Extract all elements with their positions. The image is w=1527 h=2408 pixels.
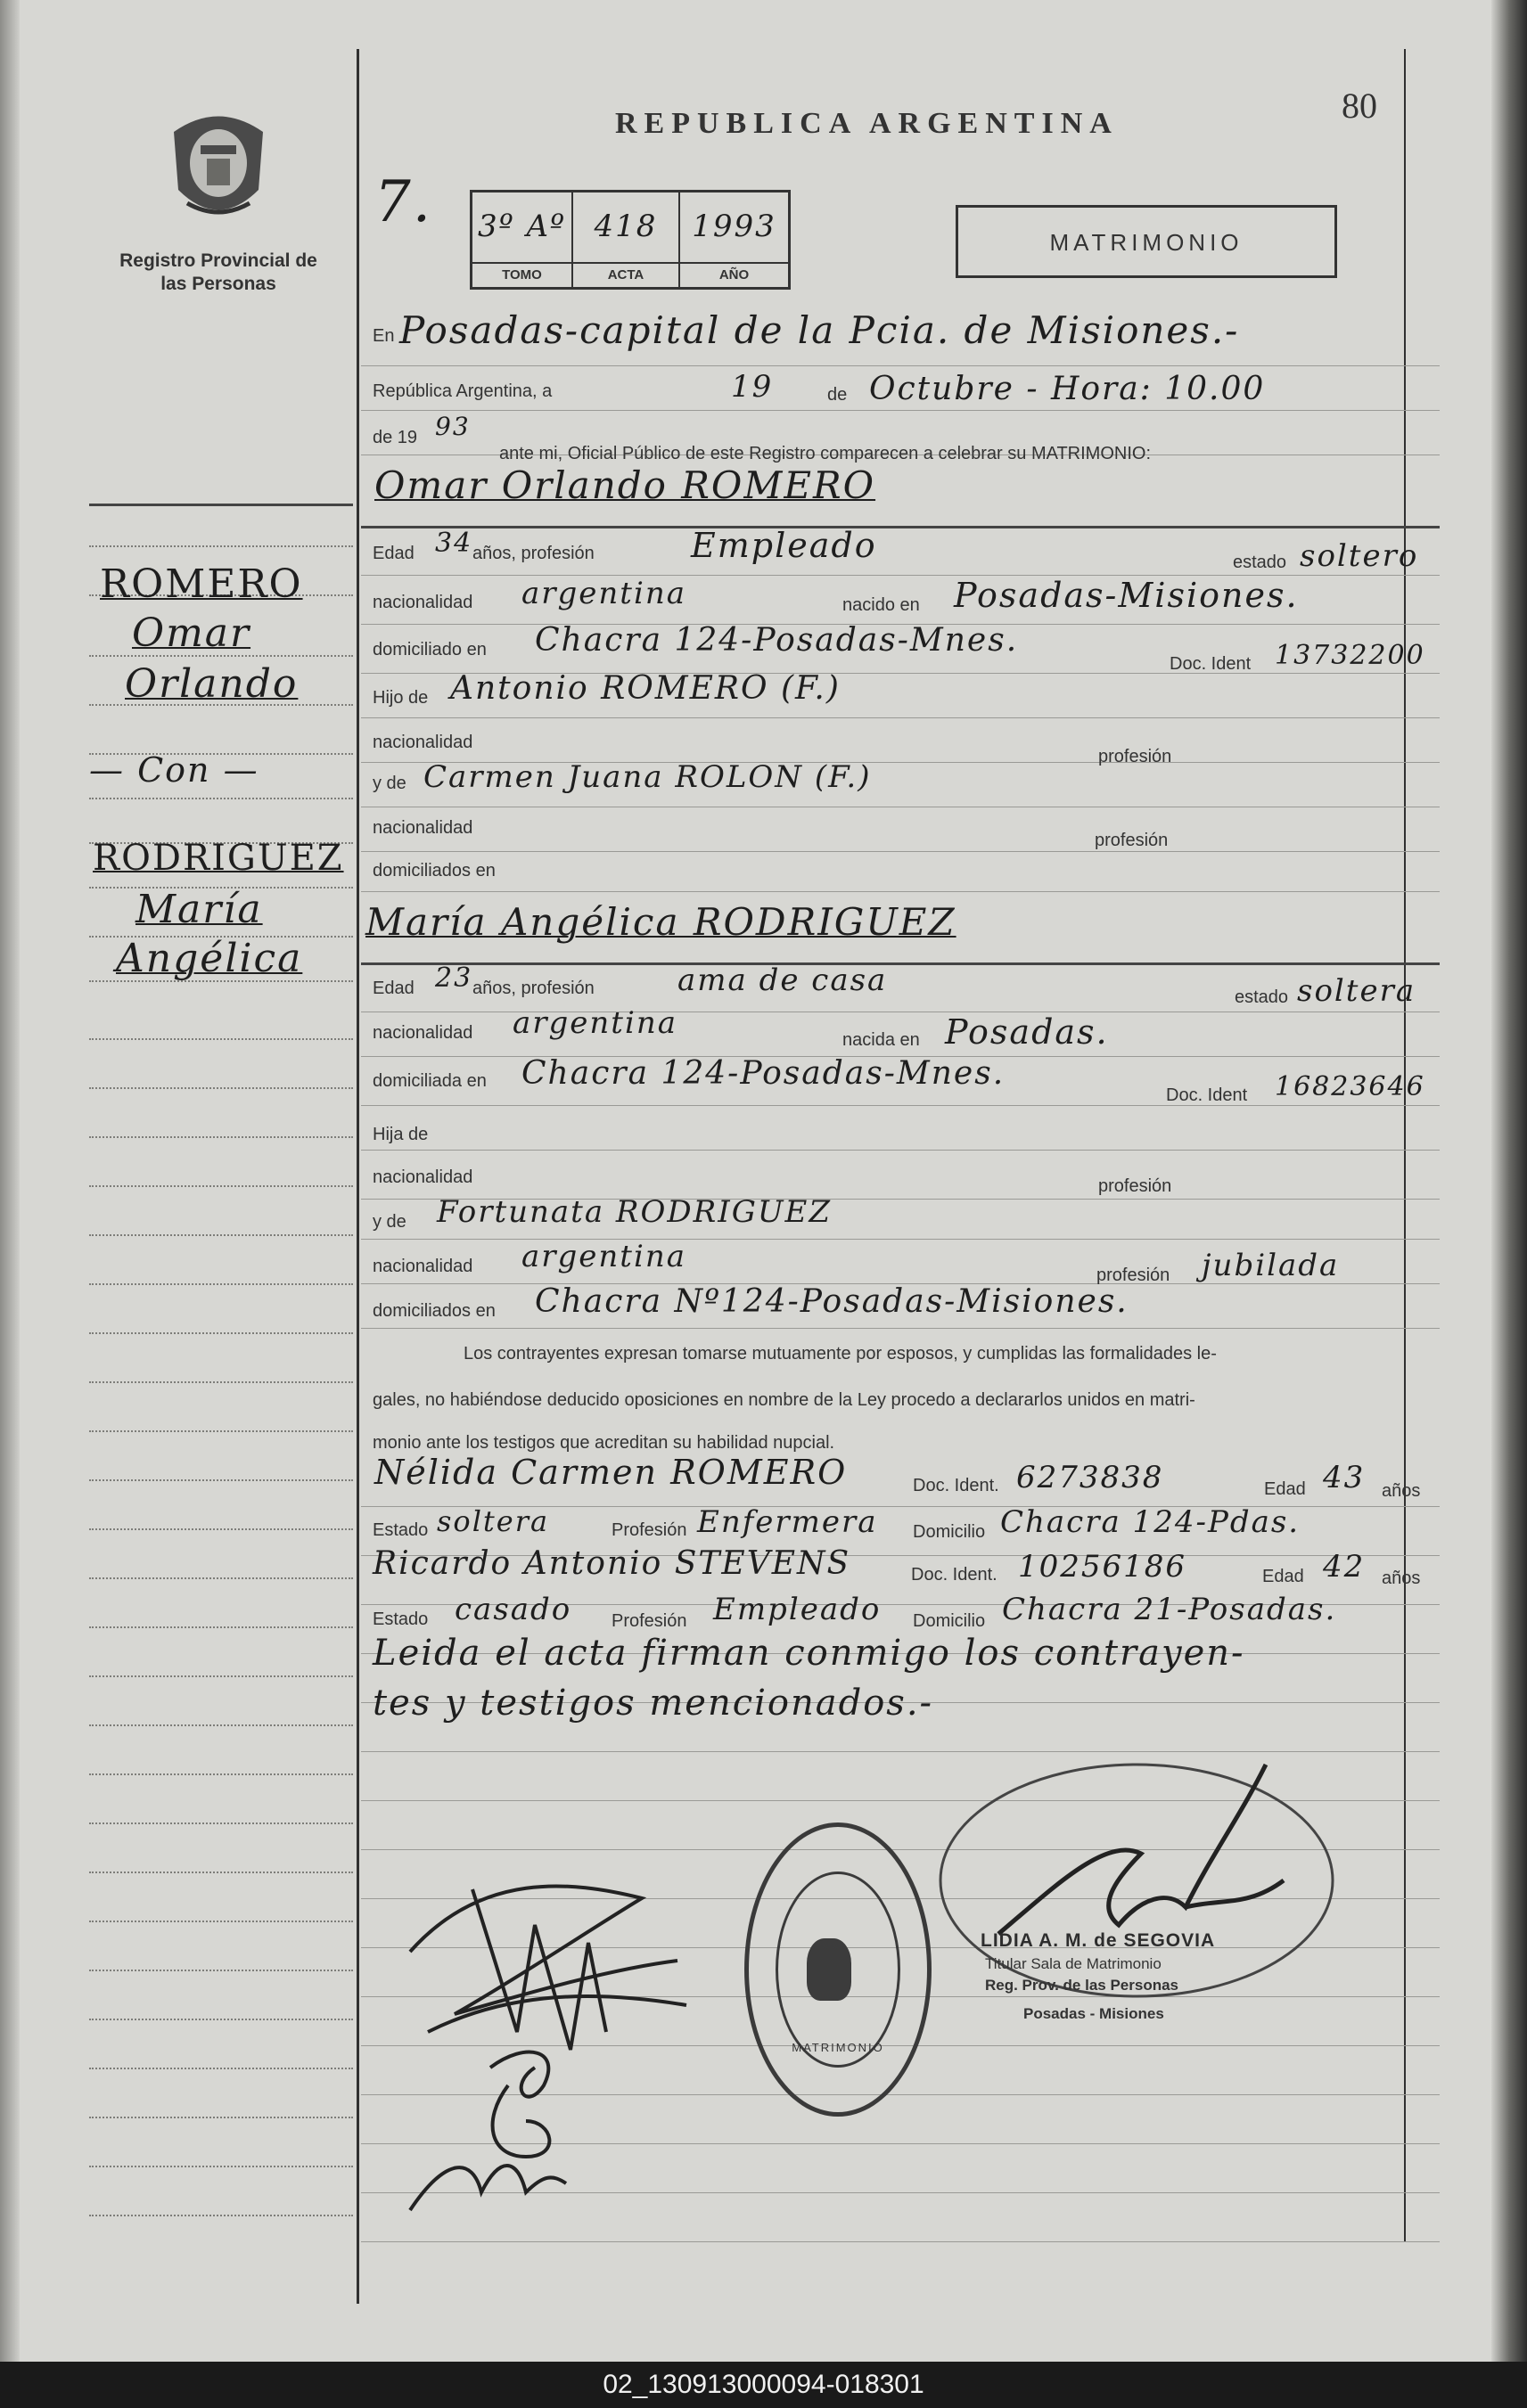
witness2-domicilio-label: Domicilio	[913, 1611, 986, 1631]
groom-hijo-label: Hijo de	[373, 688, 429, 708]
bride-full-name: María Angélica RODRIGUEZ	[365, 900, 956, 944]
de-label: de	[827, 385, 848, 405]
groom-nacido-label: nacido en	[842, 595, 920, 615]
groom-mother: Carmen Juana ROLON (F.)	[423, 759, 872, 795]
page-title: REPUBLICA ARGENTINA	[615, 107, 1119, 140]
witness1-doc-label: Doc. Ident.	[913, 1476, 999, 1495]
bride-doc-label: Doc. Ident	[1166, 1085, 1248, 1105]
witness1-marital-status: soltera	[437, 1504, 550, 1538]
official-seal	[744, 1822, 932, 2117]
groom-address: Chacra 124-Posadas-Mnes.	[535, 622, 1019, 659]
bride-birthplace: Posadas.	[945, 1012, 1109, 1052]
witness1-name: Nélida Carmen ROMERO	[374, 1453, 848, 1492]
witness2-profession: Empleado	[713, 1592, 882, 1627]
witness1-age: 43	[1323, 1460, 1366, 1495]
groom-profession: Empleado	[691, 526, 877, 565]
day-value: 19	[731, 369, 774, 405]
seal-text: MATRIMONIO	[792, 2041, 884, 2054]
bride-nationality: argentina	[513, 1005, 678, 1041]
year-suffix-value: 93	[435, 412, 471, 441]
scan-id-caption: 02_130913000094-018301	[603, 2370, 924, 2399]
bride-nac-label: nacionalidad	[373, 1023, 473, 1043]
tomo-label: TOMO	[472, 262, 571, 287]
republica-label: República Argentina, a	[373, 381, 553, 401]
witness2-edad-label: Edad	[1262, 1567, 1304, 1586]
groom-mother-nac-label: nacionalidad	[373, 818, 473, 838]
acta-value: 418	[594, 209, 658, 244]
bride-father-prof-label: profesión	[1098, 1176, 1172, 1196]
declaration-line3: monio ante los testigos que acreditan su habilidad nupcial.	[373, 1433, 835, 1453]
witness2-estado-label: Estado	[373, 1609, 429, 1629]
anio-cell	[680, 192, 788, 287]
witness1-estado-label: Estado	[373, 1520, 429, 1540]
coat-of-arms-icon	[160, 105, 276, 230]
witness2-age: 42	[1323, 1549, 1366, 1585]
anio-label: AÑO	[680, 262, 788, 287]
en-label: En	[373, 326, 395, 346]
margin-connector: — Con —	[89, 750, 259, 790]
registration-table	[470, 190, 791, 290]
acta-label: ACTA	[573, 262, 678, 287]
groom-marital-status: soltero	[1300, 538, 1419, 574]
closing-line1: Leida el acta firman conmigo los contrayen-	[373, 1633, 1245, 1674]
seal-emblem-icon	[807, 1938, 851, 2001]
intro-text: ante mi, Oficial Público de este Registro comparecen a celebrar su MATRIMONIO:	[499, 444, 1152, 463]
witness2-address: Chacra 21-Posadas.	[1002, 1592, 1337, 1627]
right-margin-line	[1404, 49, 1406, 2241]
bride-estado-label: estado	[1235, 987, 1289, 1007]
groom-full-name: Omar Orlando ROMERO	[374, 463, 876, 507]
groom-birthplace: Posadas-Misiones.	[954, 576, 1299, 615]
place-value: Posadas-capital de la Pcia. de Misiones.-	[399, 308, 1240, 352]
anio-value: 1993	[692, 209, 776, 244]
groom-edad-label: Edad	[373, 544, 415, 563]
groom-father-nac-label: nacionalidad	[373, 733, 473, 752]
bride-hija-label: Hija de	[373, 1125, 429, 1144]
groom-estado-label: estado	[1233, 553, 1287, 572]
signer-place: Posadas - Misiones	[1023, 2005, 1164, 2022]
witness2-marital-status: casado	[455, 1592, 572, 1627]
bride-doc-number: 16823646	[1275, 1071, 1425, 1102]
bride-mother: Fortunata RODRIGUEZ	[437, 1194, 832, 1230]
tomo-cell	[472, 192, 573, 287]
tomo-value: 3º Aº	[478, 209, 566, 244]
acta-cell	[573, 192, 680, 287]
document-type-box: MATRIMONIO	[956, 205, 1337, 278]
witness1-edad-label: Edad	[1264, 1479, 1306, 1499]
witness1-profession: Enfermera	[697, 1504, 878, 1540]
bride-age: 23	[435, 962, 473, 994]
declaration-line1: Los contrayentes expresan tomarse mutuamente por esposos, y cumplidas las formalidades le-	[464, 1344, 1217, 1364]
folio-mark: 7.	[374, 169, 433, 235]
margin-groom-given1: Omar	[132, 610, 251, 656]
groom-father-prof-label: profesión	[1098, 747, 1172, 766]
year-prefix-label: de 19	[373, 428, 418, 447]
witness1-anos-label: años	[1382, 1481, 1421, 1501]
groom-parents-dom-label: domiciliados en	[373, 861, 496, 880]
witness1-domicilio-label: Domicilio	[913, 1522, 986, 1542]
officer-signature	[927, 1747, 1346, 2014]
witness2-name: Ricardo Antonio STEVENS	[373, 1545, 851, 1582]
margin-bride-surname: RODRIGUEZ	[93, 838, 344, 879]
bride-mother-nationality: argentina	[521, 1239, 687, 1274]
margin-bride-given2: Angélica	[116, 936, 303, 981]
bride-profession: ama de casa	[677, 962, 888, 998]
signer-role: Titular Sala de Matrimonio	[985, 1955, 1162, 1972]
witness2-doc-label: Doc. Ident.	[911, 1565, 997, 1585]
groom-dom-label: domiciliado en	[373, 640, 487, 659]
closing-line2: tes y testigos mencionados.-	[373, 1683, 934, 1724]
bride-mother-profession: jubilada	[1202, 1248, 1340, 1283]
witness1-address: Chacra 124-Pdas.	[1000, 1504, 1301, 1540]
witness1-profesion-label: Profesión	[612, 1520, 687, 1540]
bride-anos-label: años, profesión	[472, 979, 595, 998]
bride-y-de-label: y de	[373, 1212, 406, 1232]
margin-divider	[357, 49, 359, 2304]
signer-office: Reg. Prov. de las Personas	[985, 1977, 1178, 1994]
contractants-signatures	[374, 1818, 722, 2246]
witness2-profesion-label: Profesión	[612, 1611, 687, 1631]
page-edge	[1491, 0, 1527, 2362]
signer-name: LIDIA A. M. de SEGOVIA	[981, 1930, 1216, 1951]
groom-y-de-label: y de	[373, 774, 406, 793]
groom-doc-label: Doc. Ident	[1170, 654, 1252, 674]
witness1-doc-number: 6273838	[1016, 1460, 1164, 1495]
page-number: 80	[1342, 86, 1377, 126]
groom-nationality: argentina	[521, 576, 687, 611]
bride-marital-status: soltera	[1297, 973, 1416, 1009]
groom-doc-number: 13732200	[1275, 640, 1425, 671]
groom-age: 34	[435, 528, 473, 559]
bride-mother-prof-label: profesión	[1096, 1265, 1170, 1285]
groom-mother-prof-label: profesión	[1095, 831, 1169, 850]
bride-parents-dom-label: domiciliados en	[373, 1301, 496, 1321]
declaration-line2: gales, no habiéndose deducido oposiciones en nombre de la Ley procedo a declararlos unidos en matri-	[373, 1390, 1195, 1410]
margin-groom-surname: ROMERO	[100, 561, 303, 607]
groom-anos-label: años, profesión	[472, 544, 595, 563]
bride-mother-nac-label: nacionalidad	[373, 1257, 473, 1276]
bride-parents-address: Chacra Nº124-Posadas-Misiones.	[535, 1283, 1129, 1320]
bride-nacida-label: nacida en	[842, 1030, 920, 1050]
organization-name: Registro Provincial de las Personas	[119, 250, 317, 294]
bride-father-nac-label: nacionalidad	[373, 1167, 473, 1187]
book-spine	[0, 0, 20, 2362]
witness2-doc-number: 10256186	[1018, 1549, 1187, 1585]
witness2-anos-label: años	[1382, 1568, 1421, 1588]
groom-father: Antonio ROMERO (F.)	[450, 670, 841, 707]
bride-edad-label: Edad	[373, 979, 415, 998]
month-time-value: Octubre - Hora: 10.00	[869, 371, 1266, 407]
bride-address: Chacra 124-Posadas-Mnes.	[521, 1055, 1006, 1092]
groom-nac-label: nacionalidad	[373, 593, 473, 612]
bride-dom-label: domiciliada en	[373, 1071, 487, 1091]
margin-bride-given1: María	[135, 887, 263, 932]
margin-groom-given2: Orlando	[125, 661, 299, 707]
